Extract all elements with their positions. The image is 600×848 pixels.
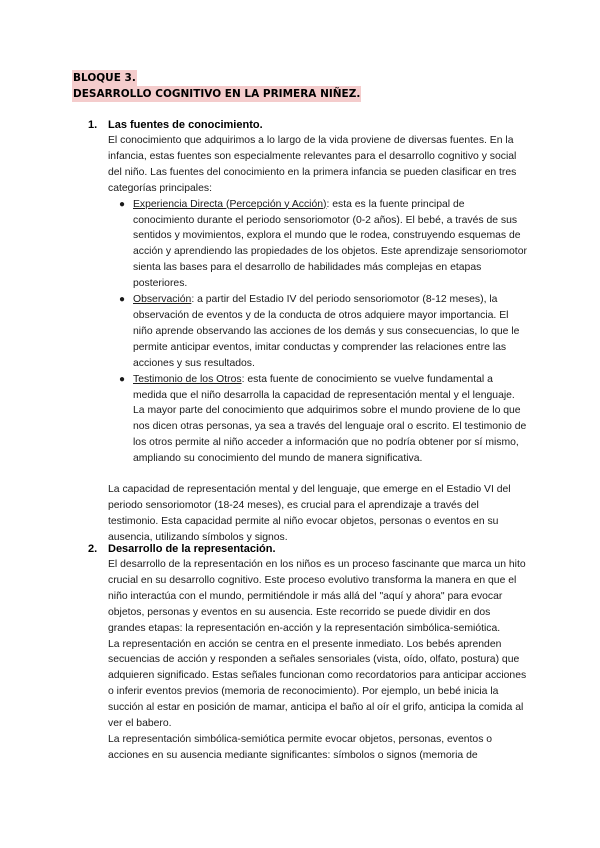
section-2-paragraph: El desarrollo de la representación en los niños es un proceso fascinante que marca un hito crucial en su desarrollo cognitivo. Este proceso evolutivo transforma la manera en que el niño interactúa con el mundo, permitiéndole ir más allá del "aquí y ahora" para evocar objetos, personas y eventos en su ausencia. Este recorrido se puede dividir en dos grandes etapas: la representación en-acción y la representación simbólica-semiótica.	[108, 559, 526, 634]
list-item-term: Testimonio de los Otros	[133, 373, 242, 385]
section-2-number: 2.	[88, 543, 98, 555]
block-number: BLOQUE 3.	[73, 72, 136, 84]
section-1-intro: El conocimiento que adquirimos a lo largo de la vida proviene de diversas fuentes. En la infancia, estas fuentes son especialmente relevantes para el desarrollo cognitivo y social del niño. Las fuentes del conocimiento en la primera infancia se pueden clasificar en tres categorías principales:	[108, 135, 517, 194]
list-item-term: Observación	[133, 294, 192, 306]
bullet-icon: ●	[119, 373, 126, 385]
bullet-icon: ●	[119, 294, 126, 306]
section-representation-development	[88, 541, 528, 764]
section-1-title: Las fuentes de conocimiento.	[108, 119, 263, 131]
knowledge-sources-list	[108, 197, 528, 467]
list-item-text: : a partir del Estadio IV del periodo sensoriomotor (8-12 meses), la observación de eventos y de la conducta de otros adquiere mayor importancia. El niño aprende observando las acciones de los demás y sus consecuencias, lo que le permite anticipar eventos, imitar conductas y comprender las relaciones entre las acciones y sus resultados.	[133, 294, 520, 369]
section-1-number: 1.	[88, 119, 98, 131]
section-1-closing: La capacidad de representación mental y del lenguaje, que emerge en el Estadio VI del periodo sensoriomotor (18-24 meses), es crucial para el aprendizaje a través del testimonio. Esta capacidad permite al niño evocar objetos, personas o eventos en su ausencia, utilizando símbolos y signos.	[108, 484, 511, 543]
section-sources-of-knowledge	[88, 117, 528, 546]
block-title: DESARROLLO COGNITIVO EN LA PRIMERA NIÑEZ.	[73, 88, 361, 100]
list-item-term: Experiencia Directa (Percepción y Acción)	[133, 198, 327, 210]
section-2-title: Desarrollo de la representación.	[108, 543, 276, 555]
list-item	[119, 372, 528, 467]
bullet-icon: ●	[119, 198, 126, 210]
list-item-text: : esta fuente de conocimiento se vuelve fundamental a medida que el niño desarrolla la capacidad de representación mental y el lenguaje. La mayor parte del conocimiento que adquirimos sobre el mundo proviene de lo que nos dicen otras personas, ya sea a través del lenguaje oral o escrito. El testimonio de los otros permite al niño acceder a información que no podría obtener por sí mismo, ampliando su conocimiento del mundo de manera significativa.	[133, 373, 527, 465]
section-2-paragraph: La representación en acción se centra en el presente inmediato. Los bebés aprenden secuencias de acción y responden a señales sensoriales (vista, oído, olfato, postura) que adquieren significado. Estas señales funcionan como recordatorios para anticipar acciones o inferir eventos previos (memoria de reconocimiento). Por ejemplo, un bebé inicia la succión al estar en posición de mamar, anticipa el baño al oír el grifo, anticipa la comida al ver el babero.	[108, 638, 527, 730]
list-item	[119, 292, 528, 372]
paragraph-gap	[108, 467, 528, 482]
list-item	[119, 197, 528, 292]
list-item-text: : esta es la fuente principal de conocimiento durante el periodo sensoriomotor (0-2 años). El bebé, a través de sus sentidos y movimientos, explora el mundo que le rodea, construyendo esquemas de acción y aprendiendo las propiedades de los objetos. Este aprendizaje sensoriomotor sienta las bases para el desarrollo de habilidades más complejas en etapas posteriores.	[133, 198, 527, 290]
block-header	[72, 70, 361, 102]
section-2-body	[108, 557, 528, 764]
section-1-body	[108, 133, 528, 546]
section-2-heading	[88, 541, 528, 557]
section-1-heading	[88, 117, 528, 133]
section-2-paragraph: La representación simbólica-semiótica permite evocar objetos, personas, eventos o acciones en su ausencia mediante significantes: símbolos o signos (memoria de	[108, 733, 493, 761]
